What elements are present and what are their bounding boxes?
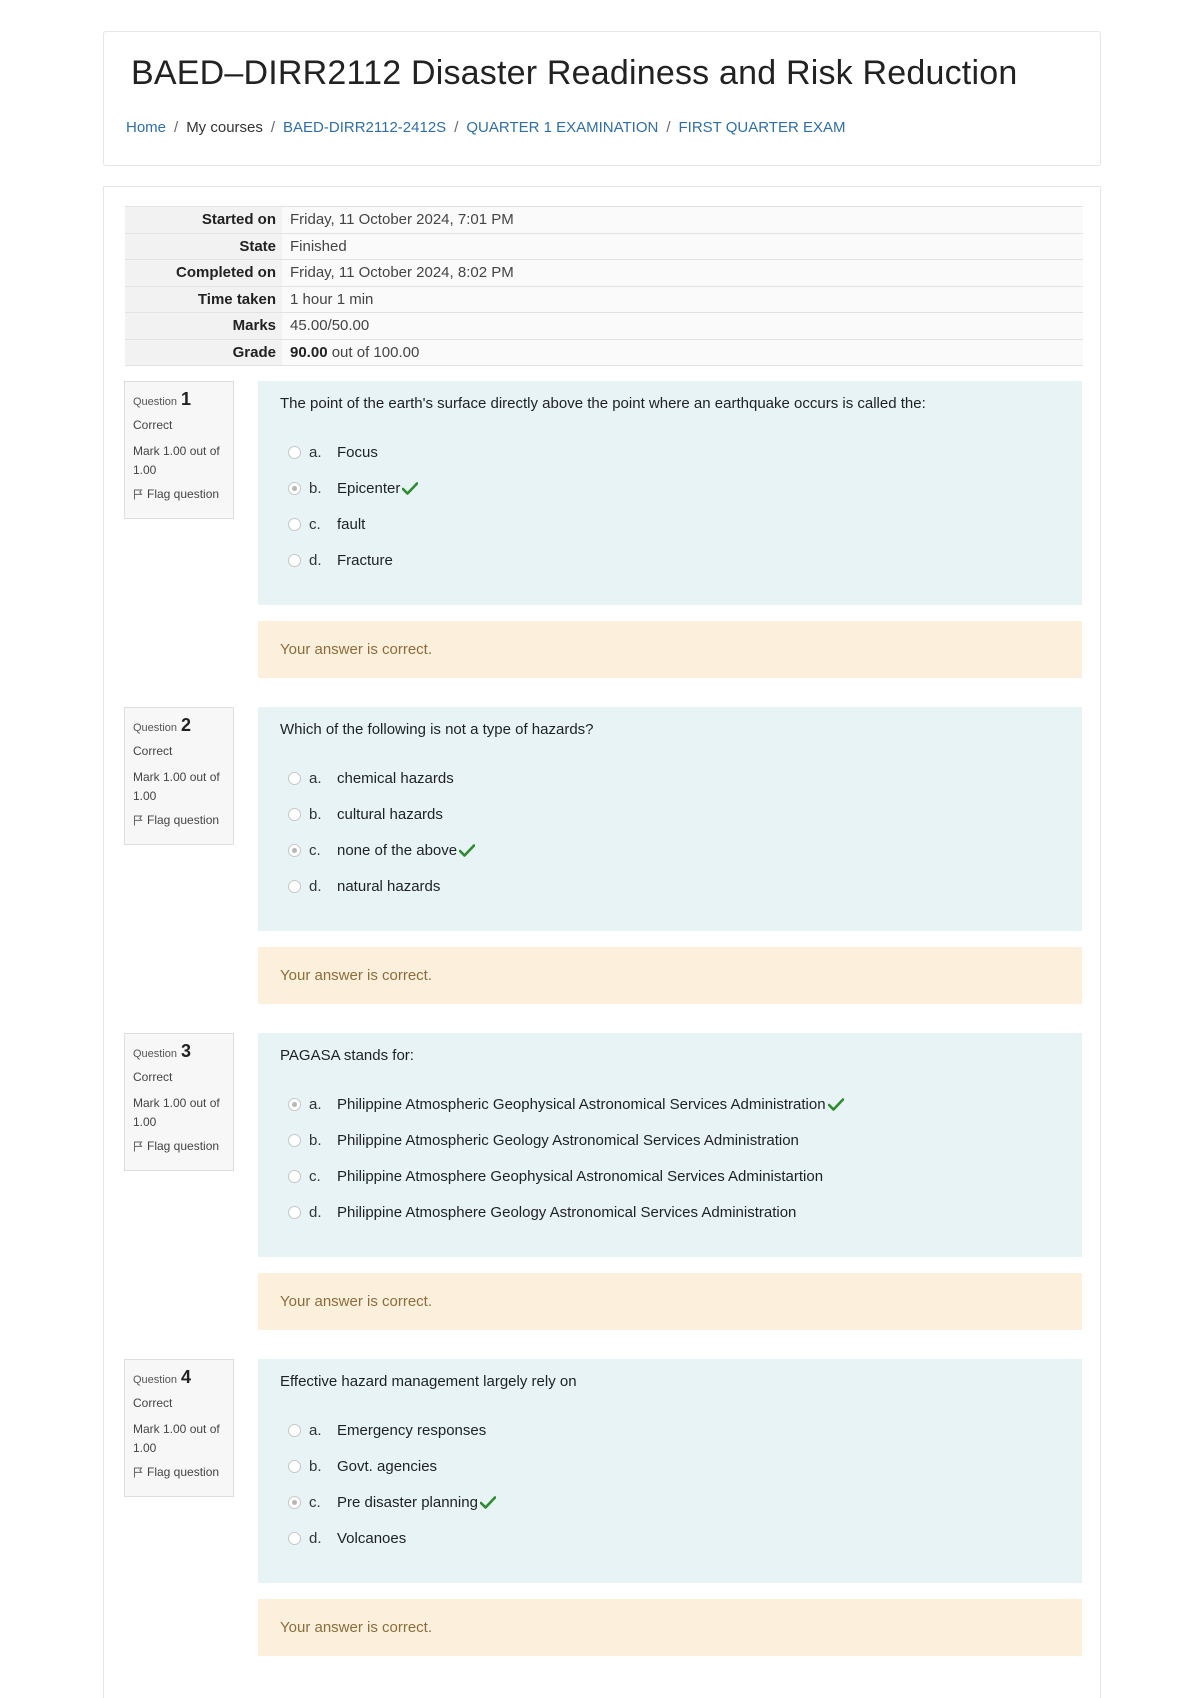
grade-score: 90.00: [290, 343, 328, 361]
question-number: [133, 715, 225, 736]
question-label: Question: [133, 1048, 178, 1060]
breadcrumb-separator: /: [270, 119, 276, 136]
flag-icon: [133, 1141, 143, 1152]
summary-value: Finished: [282, 233, 1083, 260]
answer-letter: b.: [309, 479, 322, 497]
correct-check-icon: [402, 482, 418, 495]
question-number-value: 1: [181, 389, 192, 409]
answer-radio[interactable]: [288, 844, 301, 857]
summary-row: [125, 260, 1083, 287]
answer-options: [280, 760, 1060, 904]
answer-radio[interactable]: [288, 1170, 301, 1183]
answer-feedback: [258, 1273, 1082, 1330]
breadcrumb-my-courses: My courses: [186, 119, 263, 136]
answer-option: [288, 1412, 1060, 1448]
answer-options: [280, 434, 1060, 578]
question-body: [258, 1359, 1082, 1583]
breadcrumb-course[interactable]: BAED-DIRR2112-2412S: [283, 119, 447, 136]
feedback-text: Your answer is correct.: [280, 1293, 433, 1310]
answer-option: [288, 1448, 1060, 1484]
answer-letter: a.: [309, 1095, 322, 1113]
answer-feedback: [258, 947, 1082, 1004]
summary-row: [125, 339, 1083, 366]
breadcrumb-section[interactable]: QUARTER 1 EXAMINATION: [466, 119, 659, 136]
summary-label: Marks: [125, 313, 282, 340]
answer-letter: a.: [309, 443, 322, 461]
summary-row: [125, 313, 1083, 340]
answer-text: Govt. agencies: [337, 1457, 438, 1475]
flag-question-button[interactable]: [133, 1465, 225, 1479]
summary-row: [125, 233, 1083, 260]
question-text: Which of the following is not a type of hazards?: [280, 721, 594, 738]
flag-question-label: Flag question: [147, 813, 220, 827]
question-body: [258, 381, 1082, 605]
feedback-text: Your answer is correct.: [280, 1619, 433, 1636]
breadcrumb-separator: /: [454, 119, 459, 136]
question-grade: Mark 1.00 out of 1.00: [133, 1096, 220, 1129]
answer-letter: d.: [309, 1203, 322, 1221]
summary-row: [125, 207, 1083, 234]
answer-radio[interactable]: [288, 1134, 301, 1147]
question-text: The point of the earth's surface directly above the point where an earthquake occurs is called the:: [280, 395, 926, 412]
answer-option: [288, 434, 1060, 470]
answer-radio[interactable]: [288, 554, 301, 567]
answer-text: Philippine Atmospheric Geophysical Astronomical Services Administration: [337, 1095, 826, 1113]
answer-option: [288, 1484, 1060, 1520]
answer-text: Pre disaster planning: [337, 1493, 478, 1511]
answer-text: Volcanoes: [337, 1529, 407, 1547]
question-number: [133, 1367, 225, 1388]
question-number: [133, 1041, 225, 1062]
answer-letter: b.: [309, 805, 322, 823]
page-header: [103, 31, 1101, 166]
answer-text: Epicenter: [337, 479, 401, 497]
answer-text: Philippine Atmospheric Geology Astronomical Services Administration: [337, 1131, 799, 1149]
question-state: Correct: [133, 1396, 173, 1410]
answer-letter: b.: [309, 1457, 322, 1475]
summary-value: Friday, 11 October 2024, 8:02 PM: [282, 260, 1083, 287]
question-number-value: 4: [181, 1367, 192, 1387]
question-state: Correct: [133, 418, 173, 432]
answer-option: [288, 1158, 1060, 1194]
answer-text: natural hazards: [337, 877, 441, 895]
answer-letter: d.: [309, 551, 322, 569]
question-number-value: 2: [181, 715, 192, 735]
answer-text: fault: [337, 515, 366, 533]
answer-text: Philippine Atmosphere Geophysical Astronomical Services Administartion: [337, 1167, 824, 1185]
flag-question-label: Flag question: [147, 1139, 220, 1153]
answer-radio[interactable]: [288, 1206, 301, 1219]
summary-value: Friday, 11 October 2024, 7:01 PM: [282, 207, 1083, 234]
correct-check-icon: [828, 1098, 844, 1111]
breadcrumb-quiz[interactable]: FIRST QUARTER EXAM: [678, 119, 846, 136]
question-info: [124, 707, 234, 845]
summary-label: Grade: [125, 339, 282, 366]
answer-feedback: [258, 1599, 1082, 1656]
answer-option: [288, 1122, 1060, 1158]
question-number: [133, 389, 225, 410]
summary-label: Completed on: [125, 260, 282, 287]
summary-row: [125, 286, 1083, 313]
answer-radio[interactable]: [288, 1424, 301, 1437]
answer-radio[interactable]: [288, 772, 301, 785]
answer-option: [288, 760, 1060, 796]
breadcrumb: [126, 119, 846, 136]
correct-check-icon: [459, 844, 475, 857]
question-state: Correct: [133, 1070, 173, 1084]
answer-radio[interactable]: [288, 446, 301, 459]
answer-text: Philippine Atmosphere Geology Astronomical Services Administration: [337, 1203, 797, 1221]
question-state: Correct: [133, 744, 173, 758]
question-text: PAGASA stands for:: [280, 1047, 414, 1064]
feedback-text: Your answer is correct.: [280, 641, 433, 658]
feedback-text: Your answer is correct.: [280, 967, 433, 984]
question-info: [124, 1033, 234, 1171]
question-number-value: 3: [181, 1041, 192, 1061]
flag-question-button[interactable]: [133, 487, 225, 501]
answer-options: [280, 1086, 1060, 1230]
answer-radio[interactable]: [288, 1496, 301, 1509]
question-label: Question: [133, 1374, 178, 1386]
question-label: Question: [133, 722, 178, 734]
answer-option: [288, 506, 1060, 542]
answer-letter: b.: [309, 1131, 322, 1149]
answer-feedback: [258, 621, 1082, 678]
flag-question-button[interactable]: [133, 1139, 225, 1153]
answer-radio[interactable]: [288, 808, 301, 821]
answer-option: [288, 1520, 1060, 1556]
answer-radio[interactable]: [288, 518, 301, 531]
breadcrumb-separator: /: [174, 119, 179, 136]
flag-icon: [133, 489, 143, 500]
answer-option: [288, 796, 1060, 832]
answer-text: Emergency responses: [337, 1421, 487, 1439]
correct-check-icon: [480, 1496, 496, 1509]
summary-value: 1 hour 1 min: [282, 286, 1083, 313]
answer-option: [288, 470, 1060, 506]
summary-label: Started on: [125, 207, 282, 234]
answer-text: none of the above: [337, 841, 458, 859]
attempt-summary-table: [125, 206, 1083, 366]
answer-letter: c.: [309, 1167, 321, 1185]
answer-option: [288, 542, 1060, 578]
flag-question-label: Flag question: [147, 1465, 220, 1479]
summary-value: [282, 339, 1083, 366]
question-grade: Mark 1.00 out of 1.00: [133, 770, 220, 803]
summary-label: Time taken: [125, 286, 282, 313]
summary-label: State: [125, 233, 282, 260]
question-info: [124, 1359, 234, 1497]
answer-letter: a.: [309, 769, 322, 787]
question-label: Question: [133, 396, 178, 408]
question-info: [124, 381, 234, 519]
answer-letter: c.: [309, 515, 321, 533]
answer-radio[interactable]: [288, 1532, 301, 1545]
answer-radio[interactable]: [288, 880, 301, 893]
flag-icon: [133, 1467, 143, 1478]
answer-letter: c.: [309, 841, 321, 859]
page-title: BAED–DIRR2112 Disaster Readiness and Risk Reduction: [131, 54, 1018, 92]
answer-options: [280, 1412, 1060, 1556]
answer-radio[interactable]: [288, 482, 301, 495]
answer-letter: d.: [309, 1529, 322, 1547]
summary-value: 45.00/50.00: [282, 313, 1083, 340]
flag-question-label: Flag question: [147, 487, 220, 501]
answer-radio[interactable]: [288, 1098, 301, 1111]
answer-option: [288, 868, 1060, 904]
question-body: [258, 707, 1082, 931]
question-body: [258, 1033, 1082, 1257]
answer-option: [288, 1086, 1060, 1122]
breadcrumb-separator: /: [666, 119, 671, 136]
answer-letter: c.: [309, 1493, 321, 1511]
flag-question-button[interactable]: [133, 813, 225, 827]
question-text: Effective hazard management largely rely on: [280, 1373, 577, 1390]
question-grade: Mark 1.00 out of 1.00: [133, 444, 220, 477]
flag-icon: [133, 815, 143, 826]
answer-option: [288, 1194, 1060, 1230]
answer-option: [288, 832, 1060, 868]
answer-text: chemical hazards: [337, 769, 454, 787]
answer-text: cultural hazards: [337, 805, 443, 823]
answer-letter: d.: [309, 877, 322, 895]
answer-radio[interactable]: [288, 1460, 301, 1473]
breadcrumb-home[interactable]: Home: [126, 119, 167, 136]
question-grade: Mark 1.00 out of 1.00: [133, 1422, 220, 1455]
answer-text: Fracture: [337, 551, 393, 569]
answer-text: Focus: [337, 443, 378, 461]
grade-out-of: out of 100.00: [327, 343, 420, 361]
answer-letter: a.: [309, 1421, 322, 1439]
